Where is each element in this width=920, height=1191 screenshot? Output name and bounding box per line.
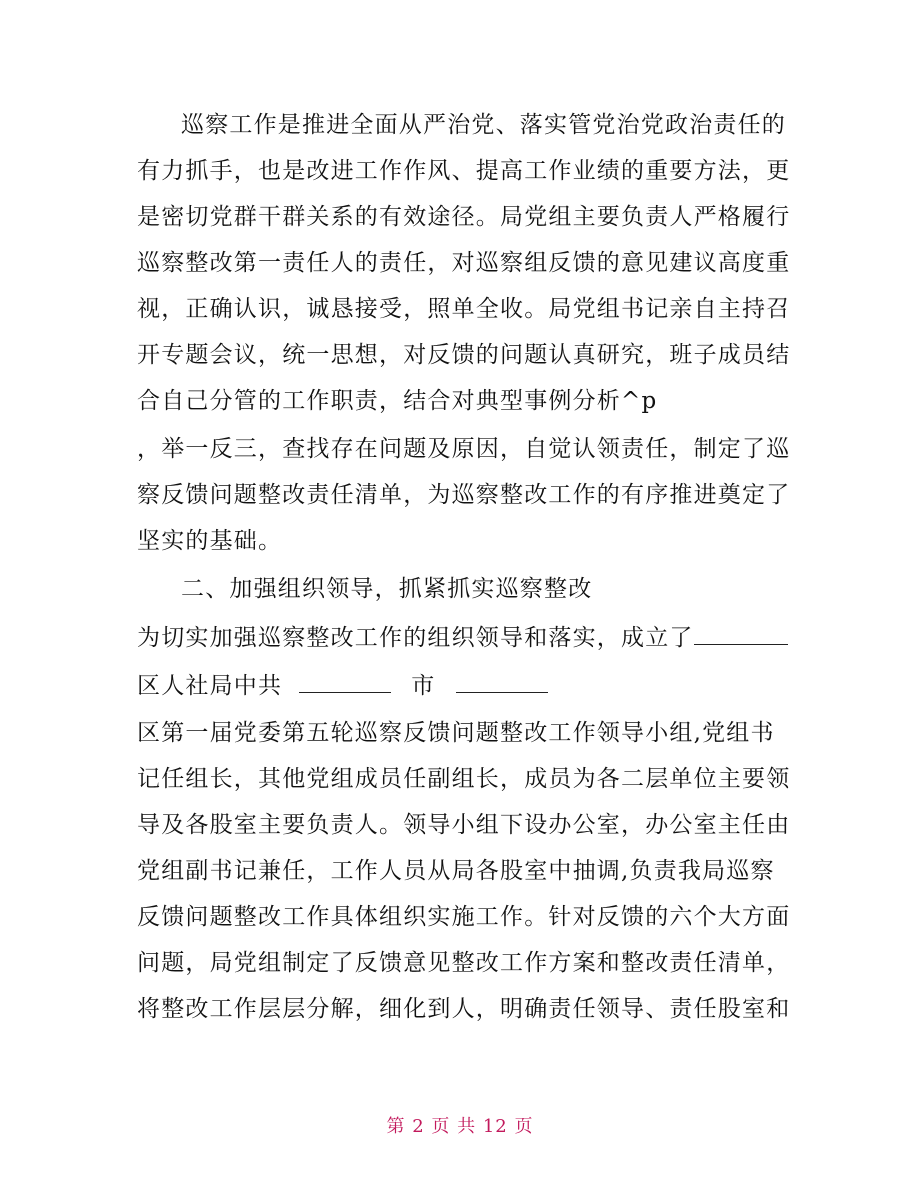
- paragraph-line: 合自己分管的工作职责，结合对典型事例分析^p: [137, 388, 658, 414]
- fill-in-blank: [694, 622, 788, 645]
- paragraph-line: 导及各股室主要负责人。领导小组下设办公室，办公室主任由: [137, 812, 791, 838]
- paragraph-line: ，举一反三，查找存在问题及原因，自觉认领责任，制定了巡: [137, 436, 791, 462]
- paragraph-line: 开专题会议，统一思想，对反馈的问题认真研究，班子成员结: [137, 342, 791, 368]
- paragraph-line: 区第一届党委第五轮巡察反馈问题整改工作领导小组,党组书: [137, 720, 775, 746]
- fill-in-blank: [299, 670, 391, 693]
- paragraph-line: 巡察整改第一责任人的责任，对巡察组反馈的意见建议高度重: [137, 250, 791, 276]
- paragraph-line: 记任组长，其他党组成员任副组长，成员为各二层单位主要领: [137, 766, 791, 792]
- paragraph-line: [137, 670, 797, 700]
- paragraph-line: 反馈问题整改工作具体组织实施工作。针对反馈的六个大方面: [137, 904, 791, 930]
- section-heading: 二、加强组织领导，抓紧抓实巡察整改: [181, 576, 593, 602]
- paragraph-line: 有力抓手，也是改进工作作风、提高工作业绩的重要方法，更: [137, 158, 791, 184]
- paragraph-text: 区人社局中共: [137, 673, 283, 699]
- paragraph-line: 将整改工作层层分解，细化到人，明确责任领导、责任股室和: [137, 996, 791, 1022]
- page-number-footer: 第 2 页 共 12 页: [386, 1116, 534, 1137]
- paragraph-text: 为切实加强巡察整改工作的组织领导和落实，成立了: [137, 625, 694, 651]
- paragraph-text: 市: [411, 673, 436, 699]
- paragraph-line: 问题，局党组制定了反馈意见整改工作方案和整改责任清单，: [137, 950, 791, 976]
- paragraph-line: 视，正确认识，诚恳接受，照单全收。局党组书记亲自主持召: [137, 296, 791, 322]
- paragraph-line: [137, 622, 797, 652]
- paragraph-line: 坚实的基础。: [137, 528, 283, 554]
- paragraph-line: 党组副书记兼任，工作人员从局各股室中抽调,负责我局巡察: [137, 858, 775, 884]
- paragraph-line: 巡察工作是推进全面从严治党、落实管党治党政治责任的: [181, 112, 786, 138]
- paragraph-line: 是密切党群干群关系的有效途径。局党组主要负责人严格履行: [137, 204, 791, 230]
- fill-in-blank: [456, 670, 548, 693]
- paragraph-line: 察反馈问题整改责任清单，为巡察整改工作的有序推进奠定了: [137, 482, 791, 508]
